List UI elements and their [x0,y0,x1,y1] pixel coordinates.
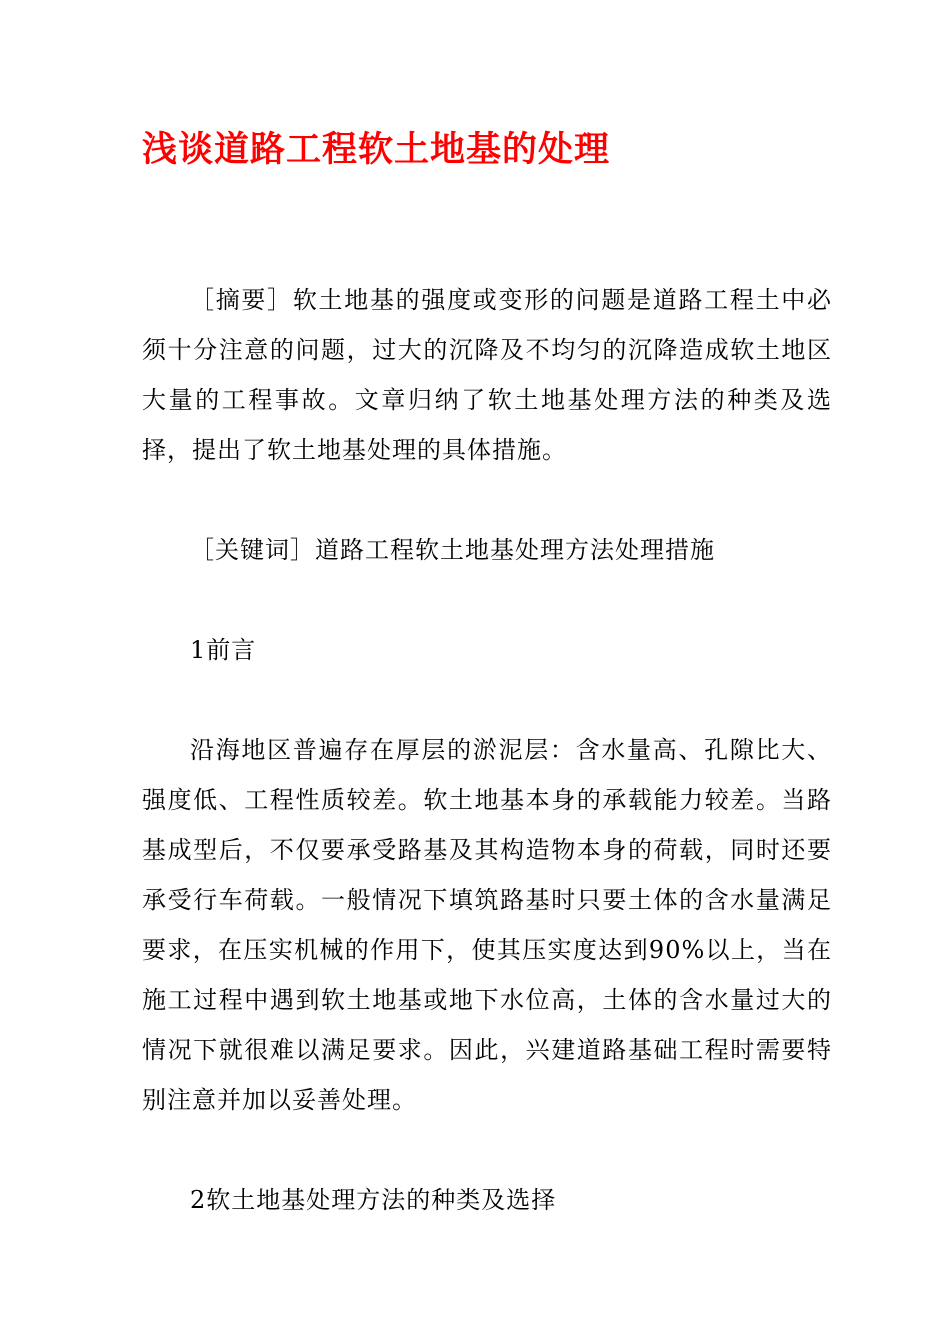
document-title: 浅谈道路工程软土地基的处理 [142,130,611,170]
section-1-body: 沿海地区普遍存在厚层的淤泥层：含水量高、孔隙比大、强度低、工程性质较差。软土地基本身的承载能力较差。当路基成型后，不仅要承受路基及其构造物本身的荷载，同时还要承受行车荷载。一般情况下填筑路基时只要土体的含水量满足要求，在压实机械的作用下，使其压实度达到90%以上，当在施工过程中遇到软土地基或地下水位高，土体的含水量过大的情况下就很难以满足要求。因此，兴建道路基础工程时需要特别注意并加以妥善处理。 [142,736,832,1114]
keywords-paragraph: ［关键词］道路工程软土地基处理方法处理措施 [190,536,715,564]
section-1-heading: 1前言 [190,636,257,664]
section-2-heading: 2软土地基处理方法的种类及选择 [190,1186,557,1214]
abstract-paragraph: ［摘要］软土地基的强度或变形的问题是道路工程土中必须十分注意的问题，过大的沉降及不均匀的沉降造成软土地区大量的工程事故。文章归纳了软土地基处理方法的种类及选择，提出了软土地基处理的具体措施。 [142,286,832,464]
document-body [142,275,832,1275]
